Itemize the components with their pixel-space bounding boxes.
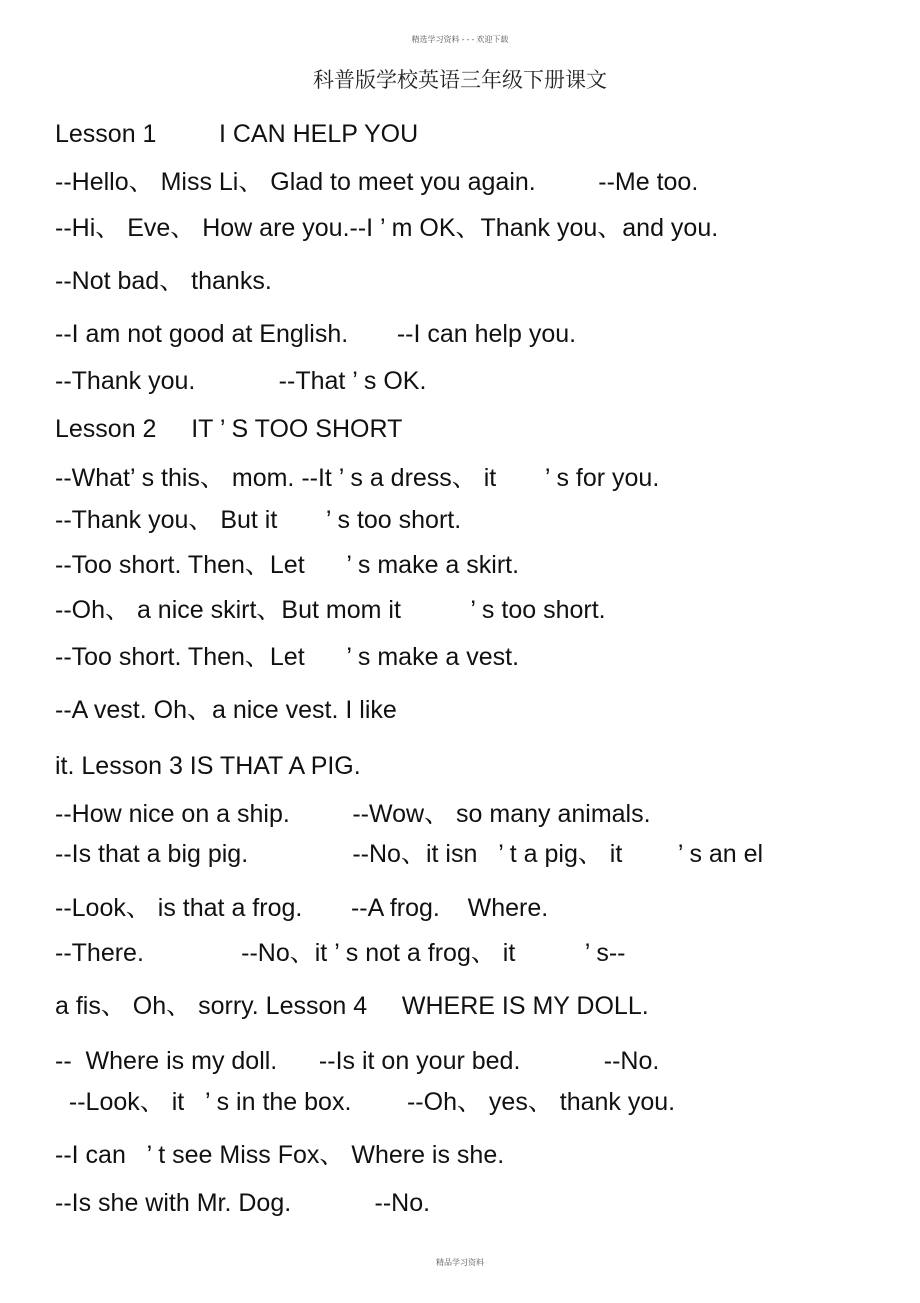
text-line: --Hello、 Miss Li、 Glad to meet you again. --Me too. xyxy=(55,168,699,196)
text-line: --Is she with Mr. Dog. --No. xyxy=(55,1189,431,1217)
text-line: Lesson 2 IT ’ S TOO SHORT xyxy=(55,415,403,443)
text-line: a fis、 Oh、 sorry. Lesson 4 WHERE IS MY DOLL. xyxy=(55,992,649,1020)
text-line: --Too short. Then、Let ’ s make a vest. xyxy=(55,643,520,671)
page-title: 科普版学校英语三年级下册课文 xyxy=(313,68,607,92)
text-line: --How nice on a ship. --Wow、 so many animals. xyxy=(55,800,651,828)
text-line: --Oh、 a nice skirt、But mom it ’ s too short. xyxy=(55,596,606,624)
text-line: --There. --No、it ’ s not a frog、 it ’ s-- xyxy=(55,939,626,967)
footer-note: 精品学习资料 xyxy=(436,1258,484,1267)
text-line: --Hi、 Eve、 How are you.--I ’ m OK、Thank you、and you. xyxy=(55,214,719,242)
text-line: --I can ’ t see Miss Fox、 Where is she. xyxy=(55,1141,505,1169)
text-line: --Look、 is that a frog. --A frog. Where. xyxy=(55,894,549,922)
text-line: Lesson 1 I CAN HELP YOU xyxy=(55,120,419,148)
text-line: it. Lesson 3 IS THAT A PIG. xyxy=(55,752,361,780)
text-line: --What’ s this、 mom. --It ’ s a dress、 it ’ s for you. xyxy=(55,464,660,492)
header-note: 精选学习资料 - - - 欢迎下载 xyxy=(411,35,509,44)
text-line: -- Where is my doll. --Is it on your bed. --No. xyxy=(55,1047,660,1075)
text-line: --Too short. Then、Let ’ s make a skirt. xyxy=(55,551,520,579)
text-line: --Thank you. --That ’ s OK. xyxy=(55,367,427,395)
text-line: --A vest. Oh、a nice vest. I like xyxy=(55,696,397,724)
text-line: --I am not good at English. --I can help you. xyxy=(55,320,577,348)
text-line: --Look、 it ’ s in the box. --Oh、 yes、 thank you. xyxy=(55,1088,676,1116)
text-line: --Is that a big pig. --No、it isn ’ t a pig、 it ’ s an el xyxy=(55,840,764,868)
text-line: --Not bad、 thanks. xyxy=(55,267,272,295)
text-line: --Thank you、 But it ’ s too short. xyxy=(55,506,462,534)
